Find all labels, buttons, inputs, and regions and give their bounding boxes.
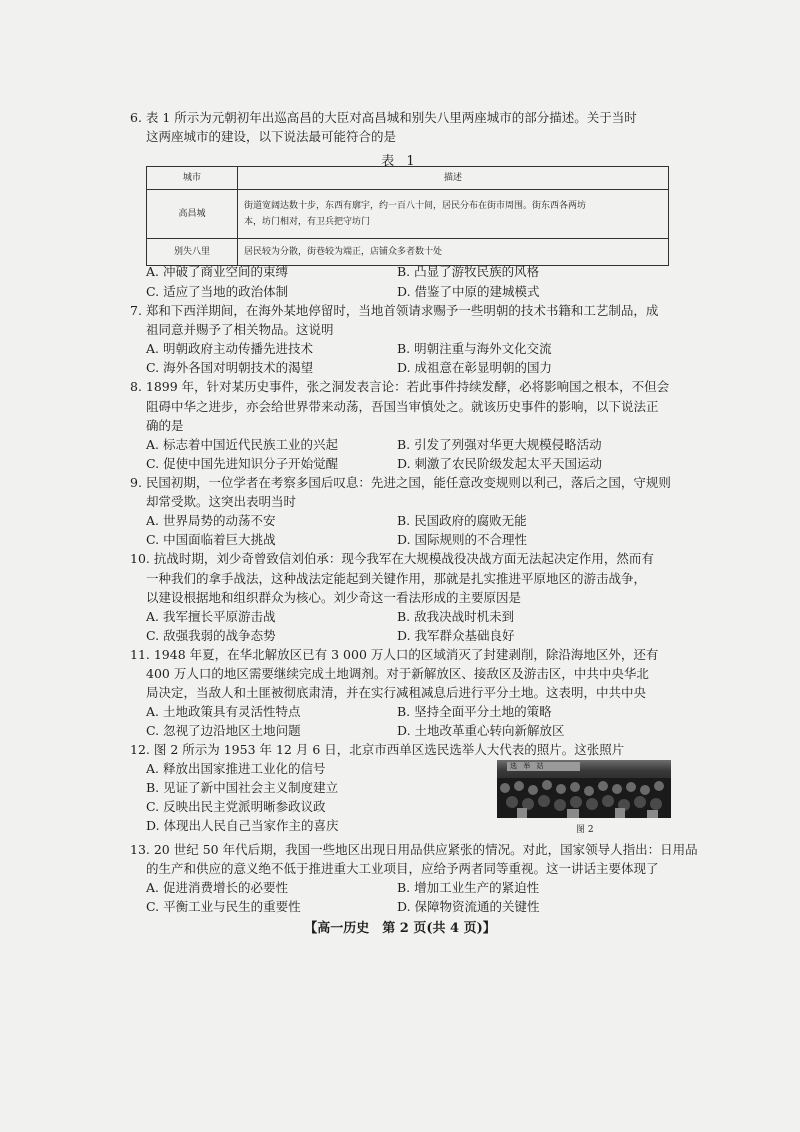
- question-12-option-d[interactable]: D. 体现出人民自己当家作主的喜庆: [146, 818, 339, 833]
- question-13-option-b[interactable]: B. 增加工业生产的紧迫性: [397, 880, 540, 895]
- page-footer: 【高一历史 第 2 页(共 4 页)】: [304, 921, 496, 936]
- question-7-stem-line1: 7. 郑和下西洋期间，在海外某地停留时，当地首领请求赐予一些明朝的技术书籍和工艺制品，成: [130, 303, 659, 318]
- question-7-option-d[interactable]: D. 成祖意在彰显明朝的国力: [397, 360, 553, 375]
- question-8-stem-line2: 阻碍中华之进步，亦会给世界带来动荡，吾国当审慎处之。就该历史事件的影响，以下说法正: [146, 399, 659, 414]
- question-8-option-a[interactable]: A. 标志着中国近代民族工业的兴起: [146, 437, 338, 452]
- question-10-stem-line3: 以建设根据地和组织群众为核心。刘少奇这一看法形成的主要原因是: [146, 590, 522, 605]
- question-13-stem-line1: 13. 20 世纪 50 年代后期，我国一些地区出现日用品供应紧张的情况。对此，国家领导人指出：日用品: [130, 842, 698, 857]
- question-9-option-d[interactable]: D. 国际规则的不合理性: [397, 532, 528, 547]
- question-10-option-d[interactable]: D. 我军群众基础良好: [397, 628, 515, 643]
- table-row: [147, 190, 669, 239]
- table-cell-desc: 居民较为分散，街巷较为端正，店铺众多者数十处: [238, 239, 669, 266]
- question-12-stem-line1: 12. 图 2 所示为 1953 年 12 月 6 日，北京市西单区选民选举人大代表的照片。这张照片: [130, 742, 625, 757]
- question-12-option-b[interactable]: B. 见证了新中国社会主义制度建立: [146, 780, 339, 795]
- table-header-row: [147, 167, 669, 190]
- table-cell-desc-line2: 本，坊门相对，有卫兵把守坊门: [244, 217, 371, 227]
- question-6-stem-line2: 这两座城市的建设，以下说法最可能符合的是: [146, 129, 397, 144]
- table-header-desc: 描述: [238, 167, 669, 190]
- question-8-option-c[interactable]: C. 促使中国先进知识分子开始觉醒: [146, 456, 339, 471]
- question-13-option-d[interactable]: D. 保障物资流通的关键性: [397, 899, 540, 914]
- table-cell-city: 别失八里: [147, 239, 238, 266]
- question-6-option-d[interactable]: D. 借鉴了中原的建城模式: [397, 284, 540, 299]
- question-10-option-a[interactable]: A. 我军擅长平原游击战: [146, 609, 276, 624]
- question-10-stem-line1: 10. 抗战时期，刘少奇曾致信刘伯承：现今我军在大规模战役决战方面无法起决定作用，然而有: [130, 551, 654, 566]
- question-11-stem-line3: 局决定，当敌人和土匪被彻底肃清，并在实行减租减息后进行平分土地。这表明，中共中央: [146, 685, 647, 700]
- table-header-city: 城市: [147, 167, 238, 190]
- election-photo: [497, 760, 671, 818]
- question-12-option-c[interactable]: C. 反映出民主党派明晰参政议政: [146, 799, 326, 814]
- question-13-option-a[interactable]: A. 促进消费增长的必要性: [146, 880, 288, 895]
- question-8-stem-line3: 确的是: [146, 418, 184, 433]
- question-6-stem-line1: 6. 表 1 所示为元朝初年出巡高昌的大臣对高昌城和别失八里两座城市的部分描述。关于当时: [130, 110, 637, 125]
- question-6-option-c[interactable]: C. 适应了当地的政治体制: [146, 284, 289, 299]
- question-11-stem-line2: 400 万人口的地区需要继续完成土地调剂。对于新解放区、接敌区及游击区，中共中央华北: [146, 666, 649, 681]
- question-9-option-b[interactable]: B. 民国政府的腐败无能: [397, 513, 527, 528]
- table-cell-desc: [238, 190, 669, 239]
- question-11-stem-line1: 11. 1948 年夏，在华北解放区已有 3 000 万人口的区域消灭了封建剥削，除沿海地区外，还有: [130, 647, 659, 662]
- question-11-option-d[interactable]: D. 土地改革重心转向新解放区: [397, 723, 565, 738]
- question-8-option-b[interactable]: B. 引发了列强对华更大规模侵略活动: [397, 437, 602, 452]
- question-11-option-c[interactable]: C. 忽视了边沿地区土地问题: [146, 723, 301, 738]
- question-7-option-a[interactable]: A. 明朝政府主动传播先进技术: [146, 341, 313, 356]
- table-1-title: 表 1: [381, 154, 419, 169]
- question-9-option-c[interactable]: C. 中国面临着巨大挑战: [146, 532, 276, 547]
- question-12-option-a[interactable]: A. 释放出国家推进工业化的信号: [146, 761, 326, 776]
- question-6-option-a[interactable]: A. 冲破了商业空间的束缚: [146, 264, 288, 279]
- question-13-stem-line2: 的生产和供应的意义绝不低于推进重大工业项目，应给予两者同等重视。这一讲话主要体现了: [146, 861, 659, 876]
- table-cell-city: 高昌城: [147, 190, 238, 239]
- question-10-stem-line2: 一种我们的拿手战法，这种战法定能起到关键作用，那就是扎实推进平原地区的游击战争，: [146, 571, 647, 586]
- question-6-option-b[interactable]: B. 凸显了游牧民族的风格: [397, 264, 540, 279]
- photo-banner: 选 举 站: [507, 762, 580, 771]
- question-10-option-c[interactable]: C. 敌强我弱的战争态势: [146, 628, 276, 643]
- question-7-option-b[interactable]: B. 明朝注重与海外文化交流: [397, 341, 552, 356]
- crowd-image: [497, 778, 671, 818]
- question-9-stem-line1: 9. 民国初期，一位学者在考察多国后叹息：先进之国，能任意改变规则以利己，落后之国，守规则: [130, 475, 671, 490]
- figure-2-caption: 图 2: [576, 825, 594, 835]
- question-11-option-a[interactable]: A. 土地政策具有灵活性特点: [146, 704, 301, 719]
- question-9-option-a[interactable]: A. 世界局势的动荡不安: [146, 513, 276, 528]
- question-7-stem-line2: 祖同意并赐予了相关物品。这说明: [146, 322, 334, 337]
- question-8-stem-line1: 8. 1899 年，针对某历史事件，张之洞发表言论：若此事件持续发酵，必将影响国之根本，不但会: [130, 379, 670, 394]
- question-8-option-d[interactable]: D. 刺激了农民阶级发起太平天国运动: [397, 456, 603, 471]
- question-9-stem-line2: 却常受欺。这突出表明当时: [146, 494, 297, 509]
- question-11-option-b[interactable]: B. 坚持全面平分土地的策略: [397, 704, 552, 719]
- table-1: [146, 166, 669, 266]
- question-13-option-c[interactable]: C. 平衡工业与民生的重要性: [146, 899, 301, 914]
- question-7-option-c[interactable]: C. 海外各国对明朝技术的渴望: [146, 360, 314, 375]
- question-10-option-b[interactable]: B. 敌我决战时机未到: [397, 609, 515, 624]
- table-cell-desc-line1: 街道宽阔达数十步，东西有廓宇，约一百八十间，居民分布在街市周围。街东西各两坊: [244, 201, 587, 211]
